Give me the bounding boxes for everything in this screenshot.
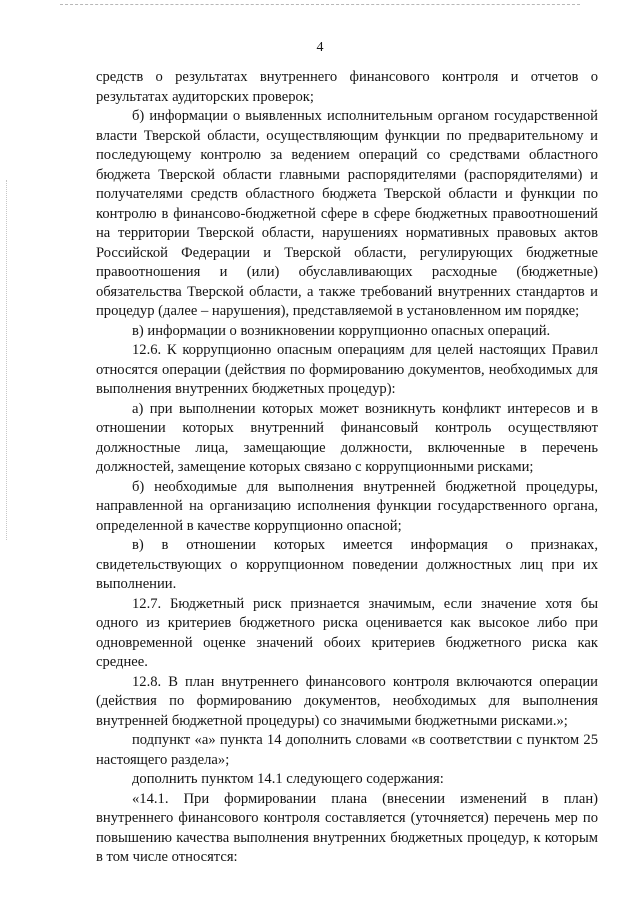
paragraph-12-6-v: в) в отношении которых имеется информация о признаках, свидетельствующих о коррупционном поведении должностных лиц при их выполнении.: [96, 537, 598, 592]
paragraph-item-b-violations: б) информации о выявленных исполнительным органом государственной власти Тверской области, осуществляющим функции по предварительному и последующему контролю за ведением операций со средствами областного бюджета Тверской области главными распорядителями (распорядителями) и получателями средств областного бюджета Тверской области и функции по контролю в финансово-бюджетной сфере в сфере бюджетных правоотношений на территории Тверской области, нарушениях нормативных правовых актов Российской Федерации и Тверской области, регулирующих бюджетные правоотношения и (или) обуславливающих расходные (бюджетные) обязательства Тверской области, а также требований внутренних стандартов и процедур (далее – нарушения), представляемой в установленном им порядке;: [96, 108, 598, 319]
scan-margin-marks: [6, 180, 7, 540]
paragraph-12-7: 12.7. Бюджетный риск признается значимым, если значение хотя бы одного из критериев бюджетного риска оценивается как высокое либо при одновременной оценке значений обоих критериев бюджетного риска как среднее.: [96, 595, 598, 670]
paragraph-12-8: 12.8. В план внутреннего финансового контроля включаются операции (действия по формированию документов, необходимых для выполнения внутренней бюджетной процедуры) со значимыми бюджетными рисками.»;: [96, 673, 598, 729]
page-number: 4: [316, 40, 324, 55]
paragraph-item-v-corruption-info: в) информации о возникновении коррупционно опасных операций.: [132, 322, 551, 339]
scan-top-edge: [60, 4, 580, 5]
paragraph-add-14-1: дополнить пунктом 14.1 следующего содержания:: [132, 771, 444, 787]
paragraph-intro-continuation: средств о результатах внутреннего финансового контроля и отчетов о результатах аудиторских проверок;: [96, 69, 598, 105]
paragraph-14-1: «14.1. При формировании плана (внесении изменений в план) внутреннего финансового контроля составляется (уточняется) перечень мер по повышению качества выполнения внутренних бюджетных процедур, к которым в том числе относятся:: [96, 790, 598, 865]
document-body: [96, 68, 598, 868]
paragraph-amend-14a: подпункт «а» пункта 14 дополнить словами «в соответствии с пунктом 25 настоящего раздела»;: [96, 732, 598, 768]
paragraph-12-6-b: б) необходимые для выполнения внутренней бюджетной процедуры, направленной на организацию исполнения функции государственного органа, определенной в качестве коррупционно опасной;: [96, 478, 598, 534]
paragraph-12-6: 12.6. К коррупционно опасным операциям для целей настоящих Правил относятся операции (действия по формированию документов, необходимых для выполнения внутренних бюджетных процедур):: [96, 342, 598, 397]
paragraph-12-6-a: а) при выполнении которых может возникнуть конфликт интересов и в отношении которых внутренний финансовый контроль осуществляют должностные лица, замещающие должности, включенные в перечень должностей, замещение которых связано с коррупционными рисками;: [96, 400, 598, 475]
